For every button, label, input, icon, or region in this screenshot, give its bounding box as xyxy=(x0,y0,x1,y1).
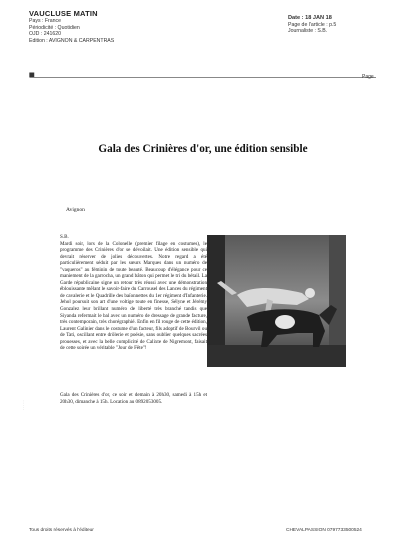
publication-name: VAUCLUSE MATIN xyxy=(29,9,98,18)
article-dateline: Avignon xyxy=(66,207,85,213)
page-marker-icon: ⯀ xyxy=(29,73,35,80)
article-info-paragraph: Gala des Crinières d'or, ce soir et demain à 20h30, samedi à 15h et 20h30, dimanche à 15h. Location au 0892053005. xyxy=(60,392,207,405)
journalist: Journaliste : S.B. xyxy=(288,28,328,35)
periodicity: Périodicité : Quotidien xyxy=(29,24,80,31)
press-clipping-header-left xyxy=(29,9,114,44)
horse-acrobat-photo xyxy=(207,235,346,367)
clipping-date: Date : 18 JAN 18 xyxy=(288,15,332,21)
press-clipping-header-right xyxy=(288,15,336,35)
page-label: Page xyxy=(362,74,374,80)
footer-reference: CHEVALPASSION 0797733500524 xyxy=(286,528,362,533)
country: Pays : France xyxy=(29,18,62,24)
article-byline: S.B. xyxy=(60,234,69,240)
ojd: OJD : 241620 xyxy=(29,31,62,38)
header-divider xyxy=(30,77,376,78)
page-of-article: Page de l'article : p.5 xyxy=(288,21,337,28)
footer-rights: Tous droits réservés à l'éditeur xyxy=(29,528,94,533)
article-paragraph: Mardi soir, lors de la Colonelle (premier filage en costumes), le programme des Crinières d'or se dévoilait. Une édition sensible qui devrait réserver de jolies découvertes. Notre regard a été particulièrement séduit par les sœurs Marques dans un numéro de "vaqueros" au féminin de toute beauté. Beaucoup d'élégance pour ce maniement de la garrocha, un grand bâton qui permet le tri du bétail. La Garde républicaine signe un retour très réussi avec une démonstration éblouissante mêlant le savoir-faire du Carrousel des Lances du régiment de cavalerie et le Quadrille des baïonnettes du 1er régiment d'Infanterie. Jehol poursuit son art d'une voltige toute en finesse, Sélyne et Jérémy Gonzalez leur brillant numéro de liberté très branché tandis que Siyanda refermait le bal avec un numéro de dressage de grande facture, très contemporain, très chorégraphié. Enfin en fil rouge de cette édition, Laurent Galinier dans le costume d'un facteur, fils adoptif de Bourvil ou de Tati, oscillant entre drôlerie et poésie, sans oublier quelques sacrées prouesses, et avec la belle complicité de Calixte de Nigremont, faisait de cette soirée un véritable "Jour de Fête"! xyxy=(60,240,207,352)
edition: Edition : AVIGNON & CARPENTRAS xyxy=(29,37,115,44)
article-body xyxy=(60,234,207,352)
article-photo xyxy=(207,235,346,367)
margin-text: · · · · · xyxy=(22,400,26,410)
article-headline: Gala des Crinières d'or, une édition sensible xyxy=(98,143,308,155)
